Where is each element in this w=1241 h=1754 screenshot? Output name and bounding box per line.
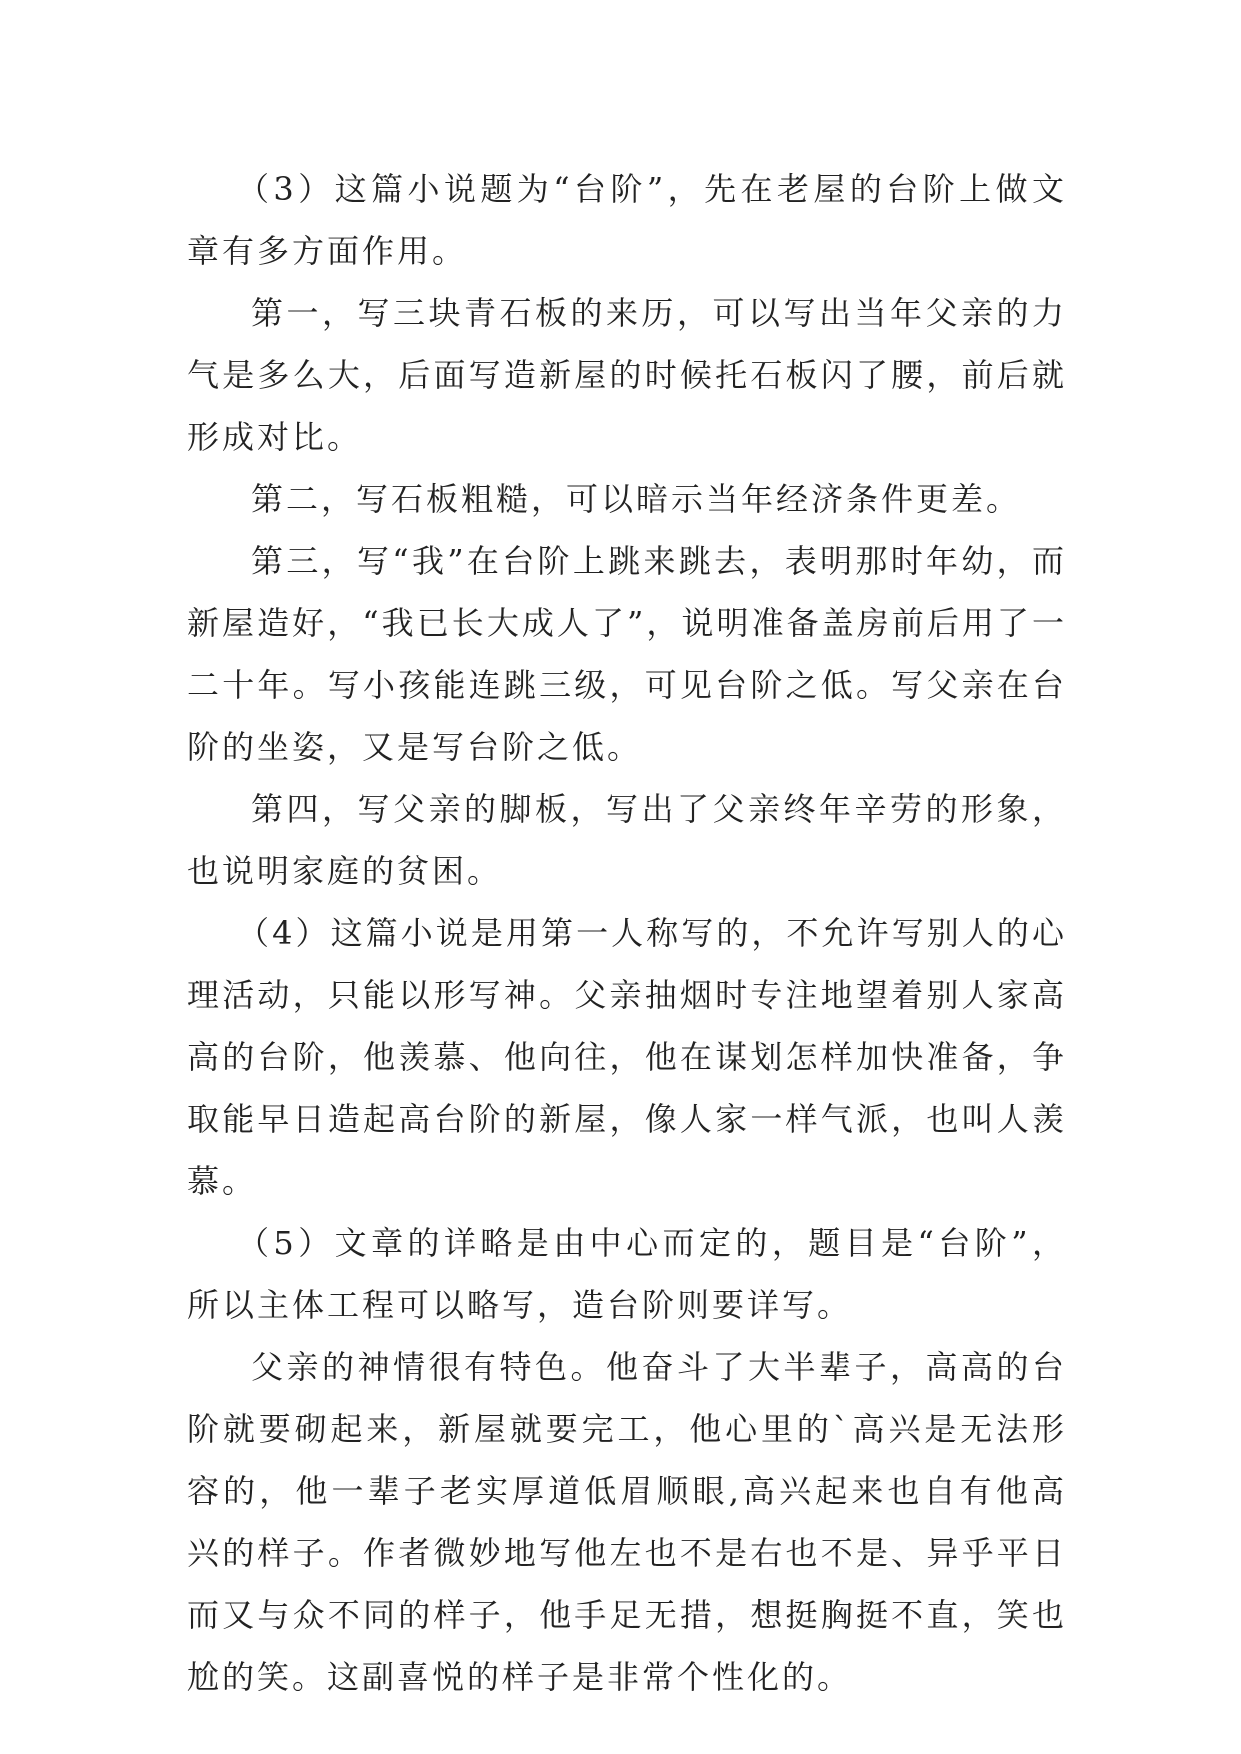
paragraph-point-4: 第四，写父亲的脚板，写出了父亲终年辛劳的形象，也说明家庭的贫困。 (187, 790, 1067, 890)
paragraph-point-2: 第二，写石板粗糙，可以暗示当年经济条件更差。 (251, 480, 1022, 518)
paragraph-question-5: （5）文章的详略是由中心而定的，题目是“台阶”，所以主体工程可以略写，造台阶则要详写。 (187, 1224, 1067, 1324)
document-body (187, 158, 1067, 1708)
paragraph-point-3: 第三，写“我”在台阶上跳来跳去，表明那时年幼，而新屋造好，“我已长大成人了”，说明准备盖房前后用了一二十年。写小孩能连跳三级，可见台阶之低。写父亲在台阶的坐姿，又是写台阶之低。 (187, 542, 1067, 766)
paragraph-father-expression: 父亲的神情很有特色。他奋斗了大半辈子，高高的台阶就要砌起来，新屋就要完工，他心里的`高兴是无法形容的，他一辈子老实厚道低眉顺眼,高兴起来也自有他高兴的样子。作者微妙地写他左也不是右也不是、异乎平日而又与众不同的样子，他手足无措，想挺胸挺不直，笑也尬的笑。这副喜悦的样子是非常个性化的。 (187, 1348, 1067, 1696)
paragraph-question-4: （4）这篇小说是用第一人称写的，不允许写别人的心理活动，只能以形写神。父亲抽烟时专注地望着别人家高高的台阶，他羡慕、他向往，他在谋划怎样加快准备，争取能早日造起高台阶的新屋，像人家一样气派，也叫人羡慕。 (187, 914, 1067, 1200)
paragraph-question-3: （3）这篇小说题为“台阶”，先在老屋的台阶上做文章有多方面作用。 (187, 170, 1067, 270)
paragraph-point-1: 第一，写三块青石板的来历，可以写出当年父亲的力气是多么大，后面写造新屋的时候托石板闪了腰，前后就形成对比。 (187, 294, 1067, 456)
